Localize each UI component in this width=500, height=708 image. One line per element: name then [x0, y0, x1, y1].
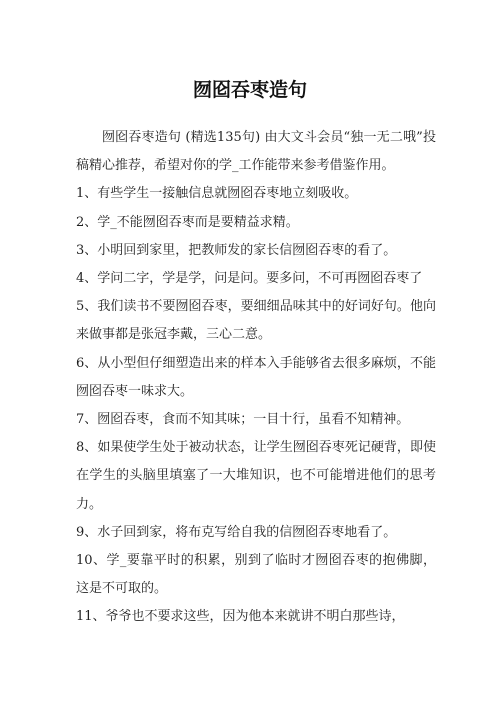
- sentence-item: 3、小明回到家里，把教师发的家长信囫囵吞枣的看了。: [76, 242, 397, 258]
- sentence-item: 10、学_要靠平时的积累，别到了临时才囫囵吞枣的抱佛脚，这是不可取的。: [76, 553, 436, 597]
- sentence-item: 11、爷爷也不要求这些，因为他本来就讲不明白那些诗，: [76, 609, 405, 625]
- document-body: [76, 124, 436, 632]
- sentence-item: 6、从小型但仔细塑造出来的样本入手能够省去很多麻烦，不能囫囵吞枣一味求大。: [76, 355, 436, 399]
- sentence-item: 7、囫囵吞枣，食而不知其味；一目十行，虽看不知精神。: [76, 412, 410, 428]
- sentence-item: 9、水子回到家，将布克写给自我的信囫囵吞枣地看了。: [76, 524, 397, 540]
- intro-paragraph: 囫囵吞枣造句 (精选135句) 由大文斗会员“独一无二哦”投稿精心推荐，希望对你的学_工作能带来参考借鉴作用。: [76, 130, 436, 174]
- sentence-item: 5、我们读书不要囫囵吞枣，要细细品味其中的好词好句。他向来做事都是张冠李戴，三心二意。: [76, 299, 436, 343]
- document-title: 囫囵吞枣造句: [192, 79, 307, 101]
- sentence-item: 4、学问二字，学是学，问是问。要多问，不可再囫囵吞枣了: [76, 271, 423, 287]
- sentence-item: 2、学_不能囫囵吞枣而是要精益求精。: [76, 214, 299, 230]
- sentence-item: 8、如果使学生处于被动状态，让学生囫囵吞枣死记硬背，即使在学生的头脑里填塞了一大堆知识，也不可能增进他们的思考力。: [76, 440, 436, 512]
- sentence-item: 1、有些学生一接触信息就囫囵吞枣地立刻吸收。: [76, 186, 358, 202]
